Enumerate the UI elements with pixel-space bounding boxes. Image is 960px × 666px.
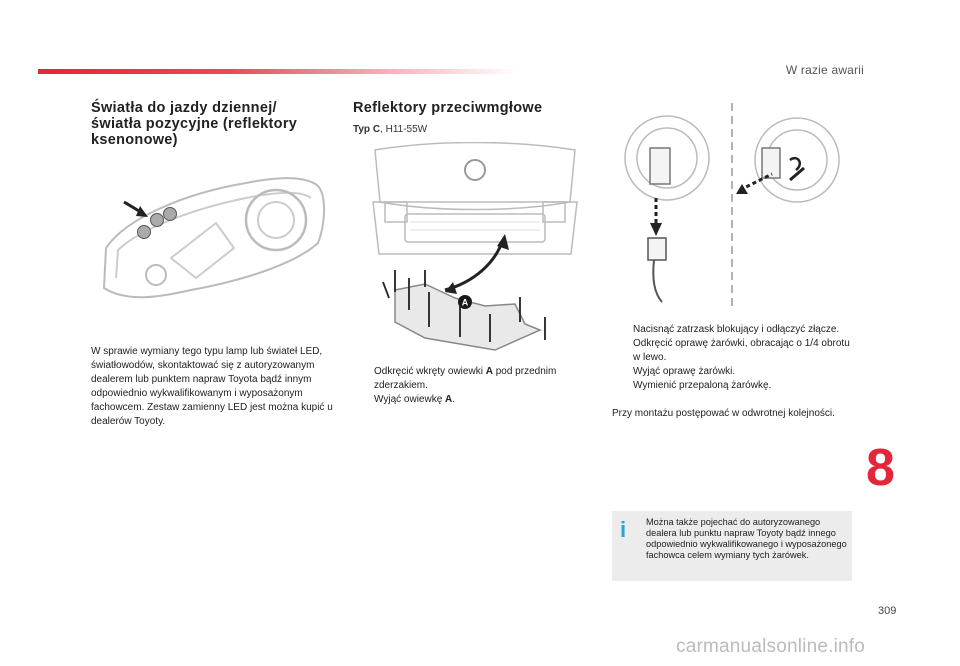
list-item: Odkręcić oprawę żarówki, obracając o 1/4 obrotu w lewo.	[633, 338, 850, 363]
left-section-title: Światła do jazdy dziennej/ światła pozycyjne (reflektory ksenonowe)	[91, 100, 298, 148]
list-item: Odkręcić wkręty owiewki A pod przednim zderzakiem.	[374, 366, 557, 391]
list-item: Nacisnąć zatrzask blokujący i odłączyć złącze.	[633, 324, 840, 335]
chapter-number: 8	[866, 439, 895, 497]
middle-steps-list	[353, 365, 593, 407]
bulb-type-label: Typ C	[353, 124, 381, 135]
header-accent-bar	[38, 69, 518, 74]
section-header: W razie awarii	[785, 63, 864, 77]
page-number: 309	[878, 605, 897, 617]
footer-watermark: carmanualsonline.info	[676, 636, 866, 657]
info-box	[612, 511, 852, 581]
left-body-text: W sprawie wymiany tego typu lamp lub świateł LED, światłowodów, skontaktować się z autoryzowanym dealerem lub punktem napraw Toyota bądź innym odpowiednio wykwalifikowanym i wyposażonym fachowcem. Zestaw zamienny LED jest można kupić u dealerów Toyoty.	[91, 346, 333, 427]
fog-lamp-illustration	[612, 98, 852, 312]
headlamp-illustration	[96, 168, 336, 308]
callout-a-label: A	[461, 297, 469, 308]
bulb-type	[353, 124, 427, 135]
reassembly-note: Przy montażu postępować w odwrotnej kolejności.	[612, 408, 835, 419]
info-icon: i	[620, 517, 627, 542]
info-text: Można także pojechać do autoryzowanego dealera lub punktu napraw Toyoty bądź innego odpowiednio wykwalifikowanego i wyposażonego fachowca celem wymiany tych żarówek.	[646, 517, 847, 560]
list-item: Wymienić przepaloną żarówkę.	[633, 380, 772, 391]
list-item: Wyjąć owiewkę A.	[374, 394, 456, 405]
right-steps-list	[612, 323, 852, 393]
middle-section-title: Reflektory przeciwmgłowe	[353, 100, 543, 116]
bumper-illustration	[365, 142, 585, 354]
bulb-type-value: , H11-55W	[380, 124, 428, 135]
list-item: Wyjąć oprawę żarówki.	[633, 366, 736, 377]
